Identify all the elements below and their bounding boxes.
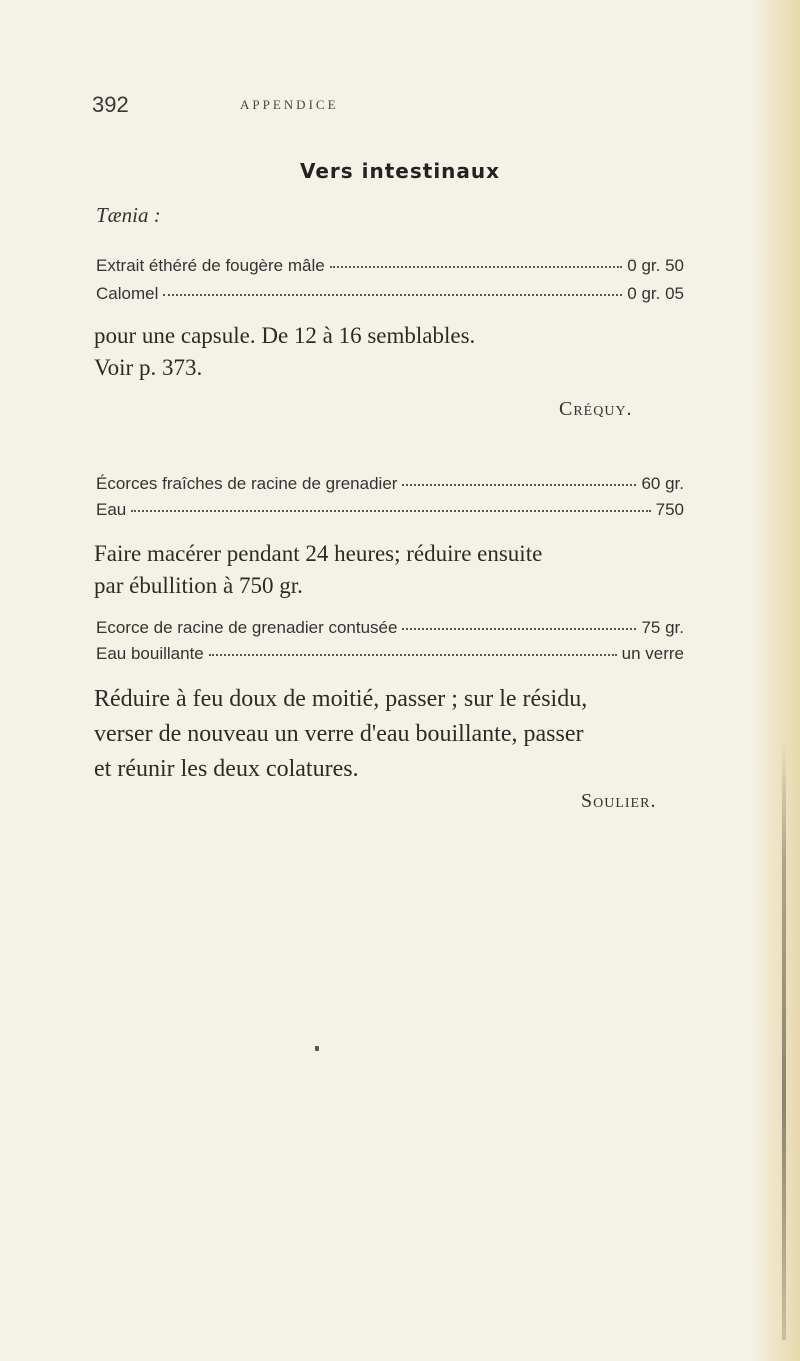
running-head: APPENDICE (240, 97, 339, 112)
ingredient-quantity: 75 gr. (641, 618, 684, 637)
ingredient-line (96, 256, 684, 278)
dot-leader (131, 510, 650, 512)
instructions-line: par ébullition à 750 gr. (94, 573, 303, 598)
page-fold-line (782, 740, 786, 1340)
ingredient-line (96, 500, 684, 522)
ingredient-line (96, 284, 684, 306)
ingredient-name: Écorces fraîches de racine de grenadier (96, 474, 398, 493)
dot-leader (402, 628, 636, 630)
instructions-paragraph (96, 538, 786, 602)
ingredient-name: Ecorce de racine de grenadier contusée (96, 618, 398, 637)
dot-leader (209, 654, 617, 656)
page-header (92, 92, 782, 126)
section-title: Vers intestinaux (299, 159, 501, 183)
instructions-line: pour une capsule. De 12 à 16 semblables. (94, 323, 476, 348)
ingredient-quantity: 0 gr. 05 (627, 284, 684, 303)
ingredient-quantity: un verre (621, 644, 684, 663)
dot-leader (402, 484, 636, 486)
instructions-line: et réunir les deux colatures. (94, 756, 359, 782)
ingredient-name: Calomel (96, 284, 159, 303)
instructions-line: verser de nouveau un verre d'eau bouillante, passer (94, 721, 584, 747)
ingredient-name: Eau (96, 500, 127, 519)
instructions-paragraph (96, 682, 786, 787)
ingredient-quantity: 60 gr. (641, 474, 684, 493)
instructions-line: Voir p. 373. (94, 355, 203, 380)
dot-leader (330, 266, 623, 268)
instructions-paragraph (96, 320, 786, 384)
ingredient-line (96, 618, 684, 640)
author-signature: Soulier. (581, 790, 657, 812)
subheading-taenia: Tænia : (96, 203, 161, 227)
instructions-line: Faire macérer pendant 24 heures; réduire ensuite (94, 541, 543, 566)
ingredient-quantity: 0 gr. 50 (627, 256, 684, 275)
author-signature: Créquy. (559, 398, 633, 420)
ingredient-name: Extrait éthéré de fougère mâle (96, 256, 325, 275)
ingredient-line (96, 474, 684, 496)
ingredient-line (96, 644, 684, 666)
page-number: 392 (92, 92, 129, 117)
dot-leader (163, 294, 622, 296)
page-edge-shadow (752, 0, 800, 1361)
instructions-line: Réduire à feu doux de moitié, passer ; sur le résidu, (94, 686, 588, 712)
ingredient-name: Eau bouillante (96, 644, 204, 663)
ink-speck (315, 1046, 319, 1051)
ingredient-quantity: 750 (655, 500, 684, 519)
